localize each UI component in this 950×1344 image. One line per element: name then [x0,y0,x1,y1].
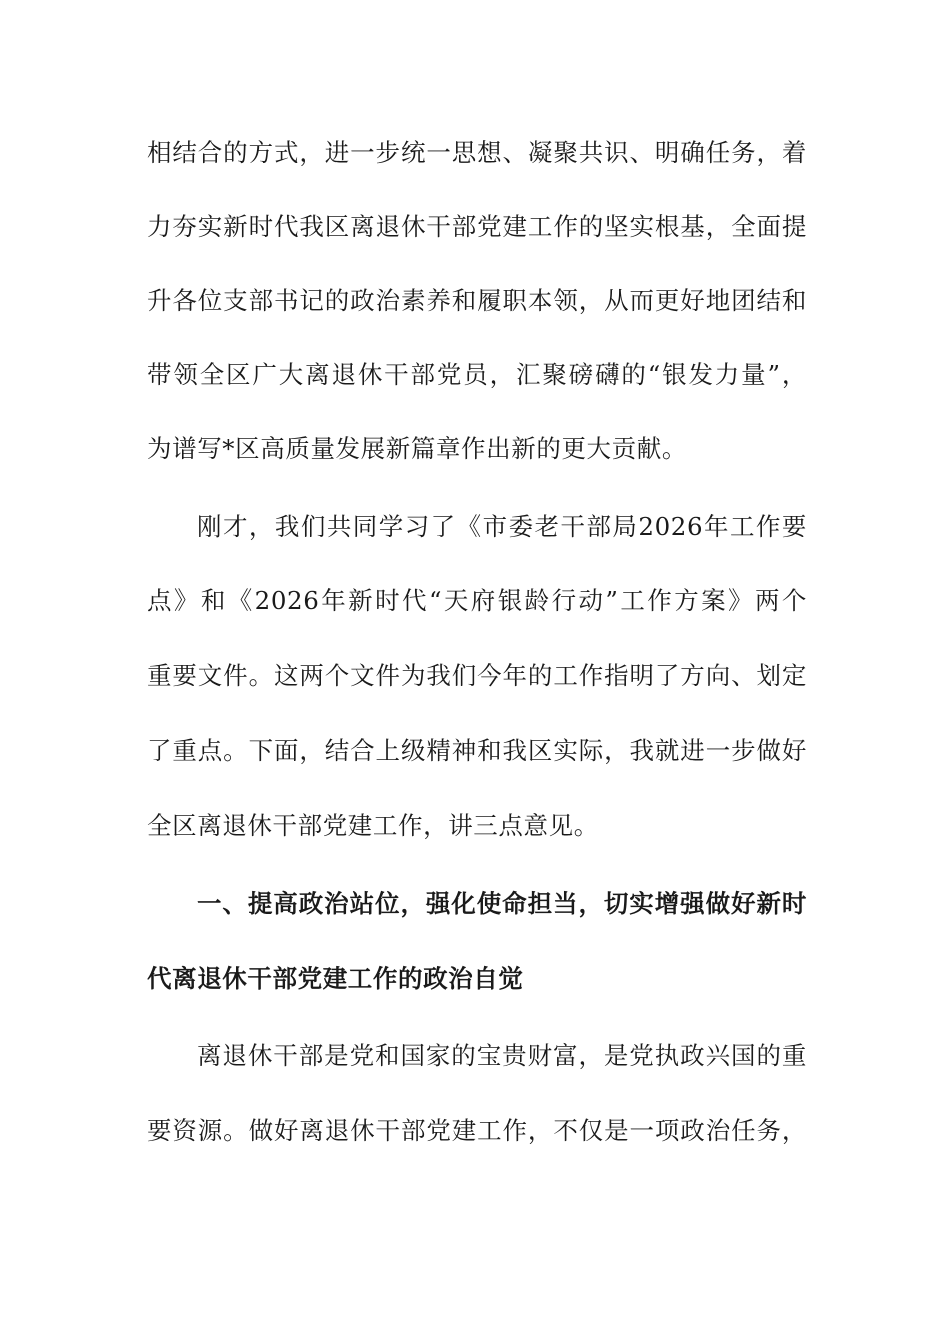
paragraph-line-4: 带领全区广大离退休干部党员，汇聚磅礴的“银发力量”， [147,360,807,389]
paragraph-line-14: 要资源。做好离退休干部党建工作，不仅是一项政治任务， [147,1116,807,1145]
paragraph-line-7: 点》和《2026年新时代“天府银龄行动”工作方案》两个 [147,586,807,615]
paragraph-line-5: 为谱写*区高质量发展新篇章作出新的更大贡献。 [147,434,687,463]
section-heading-line-1: 一、提高政治站位，强化使命担当，切实增强做好新时 [197,889,807,918]
paragraph-line-8: 重要文件。这两个文件为我们今年的工作指明了方向、划定 [147,661,807,690]
paragraph-line-2: 力夯实新时代我区离退休干部党建工作的坚实根基，全面提 [147,212,807,241]
section-heading-line-2: 代离退休干部党建工作的政治自觉 [147,964,524,993]
paragraph-line-13: 离退休干部是党和国家的宝贵财富，是党执政兴国的重 [197,1041,807,1070]
paragraph-line-6: 刚才，我们共同学习了《市委老干部局2026年工作要 [197,512,807,541]
paragraph-line-9: 了重点。下面，结合上级精神和我区实际，我就进一步做好 [147,736,807,765]
paragraph-line-3: 升各位支部书记的政治素养和履职本领，从而更好地团结和 [147,286,807,315]
paragraph-line-10: 全区离退休干部党建工作，讲三点意见。 [147,811,599,840]
paragraph-line-1: 相结合的方式，进一步统一思想、凝聚共识、明确任务，着 [147,138,807,167]
